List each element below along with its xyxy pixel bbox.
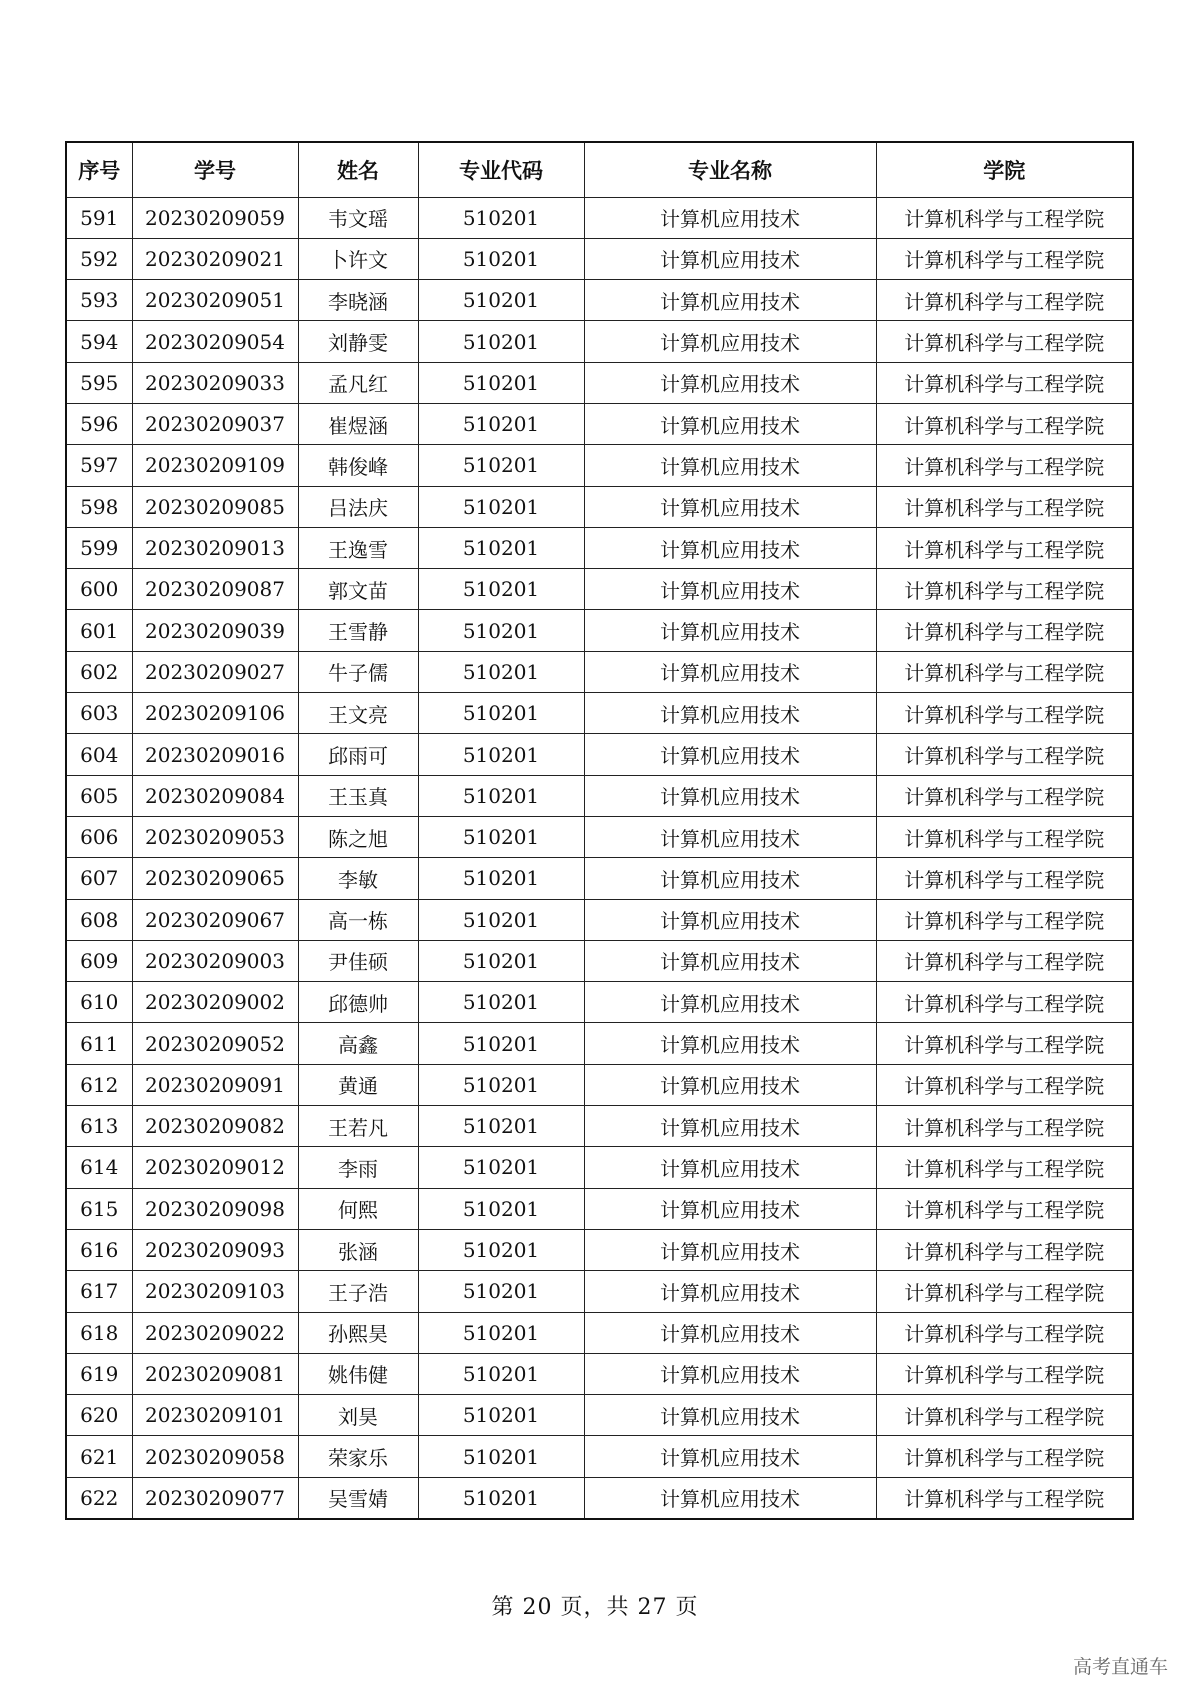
cell-student-id: 20230209103 (132, 1271, 298, 1312)
cell-student-id: 20230209109 (132, 445, 298, 486)
cell-name: 吕法庆 (298, 486, 418, 527)
cell-college: 计算机科学与工程学院 (876, 940, 1133, 981)
cell-college: 计算机科学与工程学院 (876, 445, 1133, 486)
cell-college: 计算机科学与工程学院 (876, 1106, 1133, 1147)
cell-major-code: 510201 (418, 362, 584, 403)
cell-student-id: 20230209106 (132, 693, 298, 734)
cell-college: 计算机科学与工程学院 (876, 1395, 1133, 1436)
cell-name: 王玉真 (298, 775, 418, 816)
cell-name: 刘昊 (298, 1395, 418, 1436)
cell-college: 计算机科学与工程学院 (876, 1436, 1133, 1477)
cell-college: 计算机科学与工程学院 (876, 982, 1133, 1023)
cell-name: 王文亮 (298, 693, 418, 734)
cell-name: 邱德帅 (298, 982, 418, 1023)
cell-major-name: 计算机应用技术 (584, 403, 876, 444)
cell-major-name: 计算机应用技术 (584, 527, 876, 568)
cell-college: 计算机科学与工程学院 (876, 651, 1133, 692)
cell-major-code: 510201 (418, 527, 584, 568)
cell-student-id: 20230209013 (132, 527, 298, 568)
cell-major-code: 510201 (418, 651, 584, 692)
table-row (66, 1023, 1133, 1064)
cell-index: 606 (66, 816, 132, 857)
cell-college: 计算机科学与工程学院 (876, 693, 1133, 734)
cell-major-code: 510201 (418, 1436, 584, 1477)
table-row (66, 238, 1133, 279)
cell-major-code: 510201 (418, 1064, 584, 1105)
cell-major-code: 510201 (418, 280, 584, 321)
cell-major-code: 510201 (418, 238, 584, 279)
cell-name: 高一栋 (298, 899, 418, 940)
table-row (66, 1436, 1133, 1477)
cell-major-name: 计算机应用技术 (584, 362, 876, 403)
cell-major-name: 计算机应用技术 (584, 321, 876, 362)
header-major-code: 专业代码 (418, 142, 584, 197)
student-table (65, 141, 1134, 1520)
cell-major-name: 计算机应用技术 (584, 1147, 876, 1188)
cell-major-code: 510201 (418, 982, 584, 1023)
table-row (66, 1353, 1133, 1394)
table-row (66, 486, 1133, 527)
cell-major-code: 510201 (418, 1353, 584, 1394)
cell-major-name: 计算机应用技术 (584, 197, 876, 238)
page-footer (0, 1590, 1190, 1621)
cell-major-code: 510201 (418, 858, 584, 899)
cell-major-code: 510201 (418, 1229, 584, 1270)
cell-major-name: 计算机应用技术 (584, 651, 876, 692)
cell-name: 李晓涵 (298, 280, 418, 321)
cell-index: 617 (66, 1271, 132, 1312)
cell-index: 595 (66, 362, 132, 403)
cell-name: 尹佳硕 (298, 940, 418, 981)
cell-major-name: 计算机应用技术 (584, 1229, 876, 1270)
cell-name: 李雨 (298, 1147, 418, 1188)
cell-major-code: 510201 (418, 1271, 584, 1312)
cell-index: 620 (66, 1395, 132, 1436)
table-row (66, 569, 1133, 610)
cell-student-id: 20230209021 (132, 238, 298, 279)
cell-name: 张涵 (298, 1229, 418, 1270)
cell-college: 计算机科学与工程学院 (876, 1188, 1133, 1229)
cell-index: 611 (66, 1023, 132, 1064)
cell-major-code: 510201 (418, 940, 584, 981)
header-index: 序号 (66, 142, 132, 197)
table-row (66, 1188, 1133, 1229)
cell-name: 郭文苗 (298, 569, 418, 610)
cell-college: 计算机科学与工程学院 (876, 1271, 1133, 1312)
cell-college: 计算机科学与工程学院 (876, 1477, 1133, 1518)
cell-index: 593 (66, 280, 132, 321)
table-row (66, 280, 1133, 321)
table-row (66, 362, 1133, 403)
table-row (66, 1477, 1133, 1518)
cell-major-name: 计算机应用技术 (584, 775, 876, 816)
cell-major-name: 计算机应用技术 (584, 940, 876, 981)
cell-college: 计算机科学与工程学院 (876, 403, 1133, 444)
cell-major-code: 510201 (418, 569, 584, 610)
page-mid: 页，共 (560, 1595, 630, 1620)
cell-major-code: 510201 (418, 734, 584, 775)
cell-index: 594 (66, 321, 132, 362)
cell-name: 李敏 (298, 858, 418, 899)
cell-name: 邱雨可 (298, 734, 418, 775)
cell-college: 计算机科学与工程学院 (876, 858, 1133, 899)
cell-major-code: 510201 (418, 693, 584, 734)
cell-student-id: 20230209101 (132, 1395, 298, 1436)
cell-college: 计算机科学与工程学院 (876, 734, 1133, 775)
cell-major-code: 510201 (418, 775, 584, 816)
table-row (66, 940, 1133, 981)
cell-name: 韩俊峰 (298, 445, 418, 486)
cell-student-id: 20230209082 (132, 1106, 298, 1147)
cell-name: 孙熙昊 (298, 1312, 418, 1353)
cell-major-code: 510201 (418, 1477, 584, 1518)
page-prefix: 第 (491, 1595, 515, 1620)
cell-major-name: 计算机应用技术 (584, 816, 876, 857)
cell-college: 计算机科学与工程学院 (876, 899, 1133, 940)
cell-major-name: 计算机应用技术 (584, 1064, 876, 1105)
cell-major-code: 510201 (418, 1106, 584, 1147)
table-row (66, 1271, 1133, 1312)
cell-name: 孟凡红 (298, 362, 418, 403)
cell-college: 计算机科学与工程学院 (876, 1147, 1133, 1188)
cell-index: 613 (66, 1106, 132, 1147)
cell-student-id: 20230209003 (132, 940, 298, 981)
cell-index: 599 (66, 527, 132, 568)
cell-major-name: 计算机应用技术 (584, 1477, 876, 1518)
cell-major-code: 510201 (418, 445, 584, 486)
table-row (66, 1395, 1133, 1436)
cell-name: 黄通 (298, 1064, 418, 1105)
cell-index: 618 (66, 1312, 132, 1353)
header-student-id: 学号 (132, 142, 298, 197)
cell-student-id: 20230209081 (132, 1353, 298, 1394)
cell-major-name: 计算机应用技术 (584, 734, 876, 775)
cell-student-id: 20230209053 (132, 816, 298, 857)
cell-student-id: 20230209002 (132, 982, 298, 1023)
table-row (66, 403, 1133, 444)
table-row (66, 445, 1133, 486)
cell-name: 陈之旭 (298, 816, 418, 857)
table-row (66, 1106, 1133, 1147)
cell-major-name: 计算机应用技术 (584, 693, 876, 734)
table-row (66, 693, 1133, 734)
header-name: 姓名 (298, 142, 418, 197)
cell-major-name: 计算机应用技术 (584, 1106, 876, 1147)
cell-major-code: 510201 (418, 403, 584, 444)
cell-major-code: 510201 (418, 899, 584, 940)
cell-major-name: 计算机应用技术 (584, 1395, 876, 1436)
cell-name: 何熙 (298, 1188, 418, 1229)
cell-student-id: 20230209098 (132, 1188, 298, 1229)
cell-student-id: 20230209039 (132, 610, 298, 651)
cell-major-code: 510201 (418, 1188, 584, 1229)
cell-college: 计算机科学与工程学院 (876, 569, 1133, 610)
cell-student-id: 20230209022 (132, 1312, 298, 1353)
cell-college: 计算机科学与工程学院 (876, 321, 1133, 362)
cell-major-name: 计算机应用技术 (584, 1312, 876, 1353)
cell-college: 计算机科学与工程学院 (876, 280, 1133, 321)
cell-major-code: 510201 (418, 1395, 584, 1436)
cell-index: 605 (66, 775, 132, 816)
cell-index: 608 (66, 899, 132, 940)
page-suffix: 页 (675, 1595, 699, 1620)
cell-index: 615 (66, 1188, 132, 1229)
cell-major-code: 510201 (418, 197, 584, 238)
cell-name: 王逸雪 (298, 527, 418, 568)
cell-index: 601 (66, 610, 132, 651)
cell-index: 614 (66, 1147, 132, 1188)
cell-index: 619 (66, 1353, 132, 1394)
cell-index: 597 (66, 445, 132, 486)
cell-index: 596 (66, 403, 132, 444)
cell-index: 610 (66, 982, 132, 1023)
cell-student-id: 20230209077 (132, 1477, 298, 1518)
cell-index: 598 (66, 486, 132, 527)
table-row (66, 775, 1133, 816)
cell-major-name: 计算机应用技术 (584, 899, 876, 940)
cell-college: 计算机科学与工程学院 (876, 197, 1133, 238)
cell-student-id: 20230209012 (132, 1147, 298, 1188)
cell-college: 计算机科学与工程学院 (876, 238, 1133, 279)
cell-name: 姚伟健 (298, 1353, 418, 1394)
table-row (66, 610, 1133, 651)
cell-name: 韦文瑶 (298, 197, 418, 238)
cell-college: 计算机科学与工程学院 (876, 1023, 1133, 1064)
cell-student-id: 20230209037 (132, 403, 298, 444)
cell-name: 王子浩 (298, 1271, 418, 1312)
page-total: 27 (637, 1595, 668, 1620)
table-header-row (66, 142, 1133, 197)
cell-student-id: 20230209065 (132, 858, 298, 899)
cell-student-id: 20230209093 (132, 1229, 298, 1270)
cell-student-id: 20230209033 (132, 362, 298, 403)
table-row (66, 734, 1133, 775)
cell-index: 604 (66, 734, 132, 775)
cell-college: 计算机科学与工程学院 (876, 527, 1133, 568)
header-major-name: 专业名称 (584, 142, 876, 197)
cell-major-name: 计算机应用技术 (584, 486, 876, 527)
cell-name: 王雪静 (298, 610, 418, 651)
cell-major-name: 计算机应用技术 (584, 1023, 876, 1064)
cell-name: 刘静雯 (298, 321, 418, 362)
cell-student-id: 20230209052 (132, 1023, 298, 1064)
cell-major-code: 510201 (418, 486, 584, 527)
cell-index: 592 (66, 238, 132, 279)
table-row (66, 527, 1133, 568)
watermark: 高考直通车 (1072, 1656, 1168, 1678)
cell-college: 计算机科学与工程学院 (876, 1064, 1133, 1105)
cell-major-name: 计算机应用技术 (584, 858, 876, 899)
cell-college: 计算机科学与工程学院 (876, 1229, 1133, 1270)
cell-major-name: 计算机应用技术 (584, 280, 876, 321)
cell-major-name: 计算机应用技术 (584, 982, 876, 1023)
cell-major-name: 计算机应用技术 (584, 445, 876, 486)
cell-college: 计算机科学与工程学院 (876, 1353, 1133, 1394)
cell-index: 622 (66, 1477, 132, 1518)
cell-name: 高鑫 (298, 1023, 418, 1064)
cell-major-name: 计算机应用技术 (584, 610, 876, 651)
cell-major-code: 510201 (418, 1312, 584, 1353)
cell-index: 591 (66, 197, 132, 238)
cell-student-id: 20230209067 (132, 899, 298, 940)
cell-college: 计算机科学与工程学院 (876, 816, 1133, 857)
table-row (66, 197, 1133, 238)
cell-index: 602 (66, 651, 132, 692)
cell-name: 王若凡 (298, 1106, 418, 1147)
cell-student-id: 20230209085 (132, 486, 298, 527)
cell-index: 603 (66, 693, 132, 734)
table-row (66, 1229, 1133, 1270)
cell-major-name: 计算机应用技术 (584, 1436, 876, 1477)
cell-index: 600 (66, 569, 132, 610)
cell-major-code: 510201 (418, 816, 584, 857)
cell-major-code: 510201 (418, 610, 584, 651)
cell-major-name: 计算机应用技术 (584, 1353, 876, 1394)
cell-name: 吴雪婧 (298, 1477, 418, 1518)
cell-student-id: 20230209054 (132, 321, 298, 362)
header-college: 学院 (876, 142, 1133, 197)
table-row (66, 321, 1133, 362)
cell-major-code: 510201 (418, 321, 584, 362)
cell-name: 荣家乐 (298, 1436, 418, 1477)
cell-college: 计算机科学与工程学院 (876, 362, 1133, 403)
table-row (66, 1312, 1133, 1353)
cell-index: 621 (66, 1436, 132, 1477)
table-body (66, 197, 1133, 1519)
cell-index: 607 (66, 858, 132, 899)
cell-major-name: 计算机应用技术 (584, 1188, 876, 1229)
cell-student-id: 20230209051 (132, 280, 298, 321)
cell-index: 616 (66, 1229, 132, 1270)
table-row (66, 858, 1133, 899)
cell-student-id: 20230209058 (132, 1436, 298, 1477)
page-current: 20 (522, 1595, 553, 1620)
cell-major-name: 计算机应用技术 (584, 238, 876, 279)
cell-name: 卜许文 (298, 238, 418, 279)
table-row (66, 1064, 1133, 1105)
cell-college: 计算机科学与工程学院 (876, 610, 1133, 651)
cell-student-id: 20230209059 (132, 197, 298, 238)
cell-student-id: 20230209084 (132, 775, 298, 816)
cell-student-id: 20230209091 (132, 1064, 298, 1105)
cell-student-id: 20230209087 (132, 569, 298, 610)
cell-college: 计算机科学与工程学院 (876, 486, 1133, 527)
cell-student-id: 20230209016 (132, 734, 298, 775)
table-row (66, 1147, 1133, 1188)
table-row (66, 816, 1133, 857)
cell-major-name: 计算机应用技术 (584, 1271, 876, 1312)
cell-college: 计算机科学与工程学院 (876, 775, 1133, 816)
table-row (66, 899, 1133, 940)
cell-index: 612 (66, 1064, 132, 1105)
cell-name: 崔煜涵 (298, 403, 418, 444)
table-row (66, 651, 1133, 692)
cell-name: 牛子儒 (298, 651, 418, 692)
cell-index: 609 (66, 940, 132, 981)
cell-college: 计算机科学与工程学院 (876, 1312, 1133, 1353)
cell-major-name: 计算机应用技术 (584, 569, 876, 610)
cell-major-code: 510201 (418, 1147, 584, 1188)
table-row (66, 982, 1133, 1023)
cell-major-code: 510201 (418, 1023, 584, 1064)
cell-student-id: 20230209027 (132, 651, 298, 692)
